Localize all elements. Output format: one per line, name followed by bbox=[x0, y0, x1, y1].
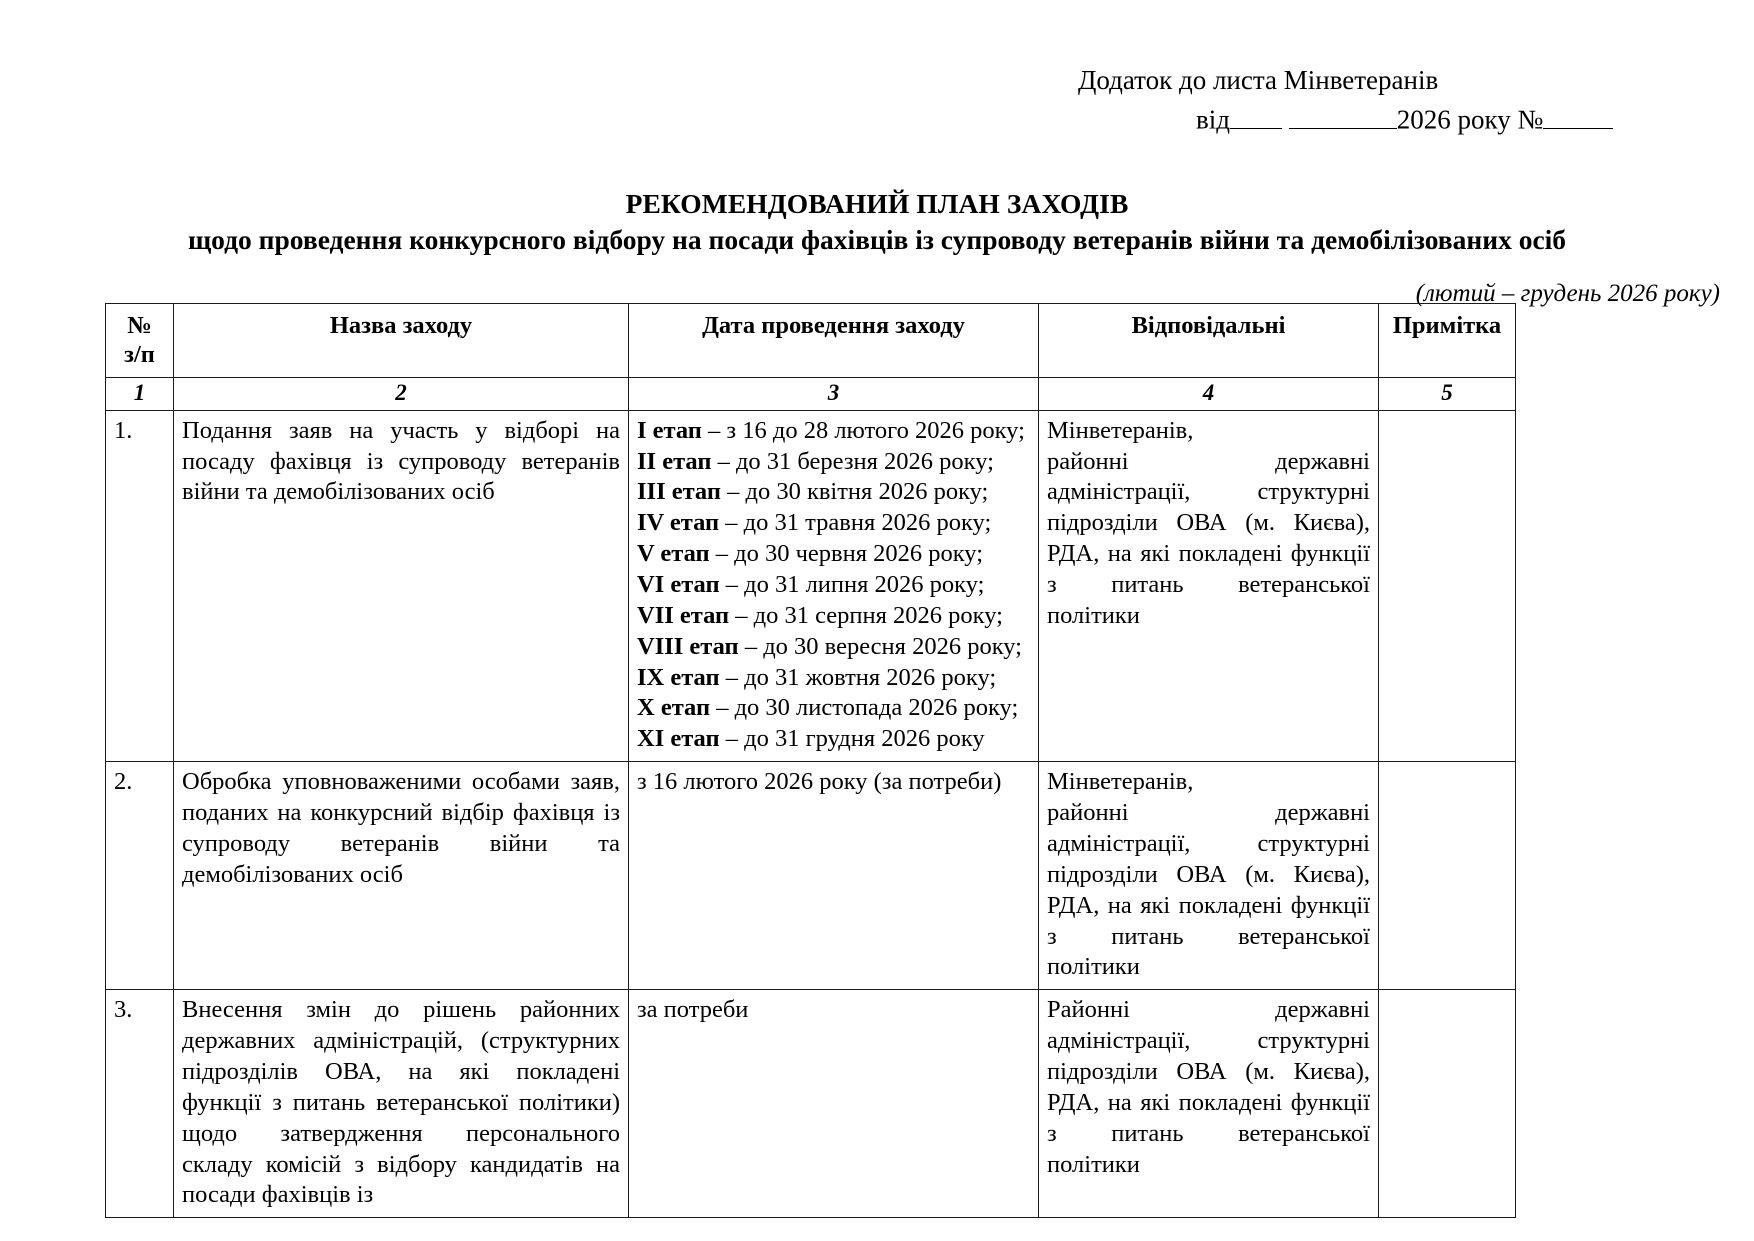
row-date: за потреби bbox=[629, 990, 1039, 1218]
stage-label: V етап bbox=[637, 540, 710, 568]
stage-line bbox=[637, 693, 1030, 724]
stage-text: – до 30 квітня 2026 року; bbox=[720, 478, 989, 506]
row-responsible bbox=[1039, 762, 1379, 990]
table-column-number-row bbox=[106, 377, 1516, 410]
stage-label: X етап bbox=[637, 694, 711, 722]
stage-label: VII етап bbox=[637, 601, 730, 629]
column-number-4: 4 bbox=[1039, 377, 1379, 410]
header-cell-date: Дата проведення заходу bbox=[629, 304, 1039, 378]
stage-text: – з 16 до 28 лютого 2026 року; bbox=[701, 416, 1025, 444]
stage-line bbox=[637, 632, 1030, 663]
date-day-blank bbox=[1230, 99, 1282, 128]
header-number-line1: № bbox=[127, 312, 152, 339]
row-number: 2. bbox=[106, 762, 174, 990]
stage-text: – до 31 серпня 2026 року; bbox=[729, 601, 1003, 629]
stage-text: – до 31 жовтня 2026 року; bbox=[719, 663, 997, 691]
letter-reference-block bbox=[1078, 62, 1718, 139]
stage-text: – до 31 травня 2026 року; bbox=[719, 509, 992, 537]
stage-label: IX етап bbox=[637, 663, 720, 691]
column-number-2: 2 bbox=[174, 377, 629, 410]
header-cell-responsible: Відповідальні bbox=[1039, 304, 1379, 378]
table-header-row bbox=[106, 304, 1516, 378]
header-number-line2: з/п bbox=[124, 341, 155, 369]
responsible-details: районні державні адміністрації, структурні підрозділи ОВА (м. Києва), РДА, на які покладені функції з питань ветеранської політики bbox=[1047, 447, 1370, 629]
row-responsible bbox=[1039, 410, 1379, 761]
stage-text: – до 30 вересня 2026 року; bbox=[738, 632, 1022, 660]
stage-label: IV етап bbox=[637, 509, 720, 537]
letter-reference-prefix: від bbox=[1196, 104, 1230, 135]
stage-text: – до 31 грудня 2026 року bbox=[719, 725, 985, 753]
stage-line bbox=[637, 663, 1030, 694]
stage-label: III етап bbox=[637, 478, 721, 506]
stage-text: – до 30 червня 2026 року; bbox=[709, 540, 984, 568]
column-number-1: 1 bbox=[106, 377, 174, 410]
row-date bbox=[629, 410, 1039, 761]
stage-line bbox=[637, 508, 1030, 539]
row-number: 3. bbox=[106, 990, 174, 1218]
stage-line bbox=[637, 724, 1030, 755]
responsible-details: Районні державні адміністрації, структурні підрозділи ОВА (м. Києва), РДА, на які покладені функції з питань ветеранської політики bbox=[1047, 996, 1370, 1178]
header-cell-number bbox=[106, 304, 174, 378]
letter-reference-line-1: Додаток до листа Мінветеранів bbox=[1078, 65, 1439, 95]
plan-table-container bbox=[105, 303, 1515, 1218]
responsible-details: районні державні адміністрації, структурні підрозділи ОВА (м. Києва), РДА, на які покладені функції з питань ветеранської політики bbox=[1047, 799, 1370, 981]
row-measure-name: Обробка уповноваженими особами заяв, поданих на конкурсний відбір фахівця із супроводу ветеранів війни та демобілізованих осіб bbox=[174, 762, 629, 990]
stage-text: – до 30 листопада 2026 року; bbox=[710, 694, 1019, 722]
document-title: РЕКОМЕНДОВАНИЙ ПЛАН ЗАХОДІВ bbox=[625, 188, 1129, 219]
row-note bbox=[1379, 990, 1516, 1218]
column-number-5: 5 bbox=[1379, 377, 1516, 410]
stage-label: I етап bbox=[637, 416, 702, 444]
stage-line bbox=[637, 601, 1030, 632]
header-cell-note: Примітка bbox=[1379, 304, 1516, 378]
row-number: 1. bbox=[106, 410, 174, 761]
table-body bbox=[106, 410, 1516, 1217]
table-row bbox=[106, 410, 1516, 761]
responsible-primary: Мінветеранів, bbox=[1047, 416, 1194, 444]
stage-line bbox=[637, 539, 1030, 570]
document-subtitle: щодо проведення конкурсного відбору на посади фахівців із супроводу ветеранів війни та демобілізованих осіб bbox=[187, 224, 1567, 255]
responsible-primary: Мінветеранів, bbox=[1047, 768, 1194, 796]
date-month-blank bbox=[1289, 99, 1397, 128]
stage-line bbox=[637, 416, 1030, 447]
table-row bbox=[106, 990, 1516, 1218]
letter-reference-year: 2026 року bbox=[1396, 104, 1511, 135]
row-note bbox=[1379, 410, 1516, 761]
stage-line bbox=[637, 570, 1030, 601]
column-number-3: 3 bbox=[629, 377, 1039, 410]
letter-reference-number-symbol: № bbox=[1517, 104, 1544, 135]
row-measure-name: Подання заяв на участь у відборі на посаду фахівця із супроводу ветеранів війни та демобілізованих осіб bbox=[174, 410, 629, 761]
table-row bbox=[106, 762, 1516, 990]
stage-line bbox=[637, 477, 1030, 508]
row-measure-name: Внесення змін до рішень районних державних адміністрацій, (структурних підрозділів ОВА, на які покладені функції з питань ветеранської політики) щодо затвердження персонального складу комісій з відбору кандидатів на посади фахівців із bbox=[174, 990, 629, 1218]
stage-label: II етап bbox=[637, 447, 712, 475]
row-date: з 16 лютого 2026 року (за потреби) bbox=[629, 762, 1039, 990]
row-note bbox=[1379, 762, 1516, 990]
letter-number-blank bbox=[1543, 99, 1613, 128]
stage-label: VI етап bbox=[637, 571, 720, 599]
stage-label: VIII етап bbox=[637, 632, 739, 660]
stage-text: – до 31 липня 2026 року; bbox=[719, 571, 985, 599]
stage-line bbox=[637, 447, 1030, 478]
period-note: (лютий – грудень 2026 року) bbox=[1415, 280, 1720, 307]
row-responsible bbox=[1039, 990, 1379, 1218]
stage-text: – до 31 березня 2026 року; bbox=[711, 447, 994, 475]
stage-label: XI етап bbox=[637, 725, 720, 753]
plan-table bbox=[105, 303, 1516, 1218]
letter-reference-line-2 bbox=[1078, 99, 1718, 139]
header-cell-name: Назва заходу bbox=[174, 304, 629, 378]
